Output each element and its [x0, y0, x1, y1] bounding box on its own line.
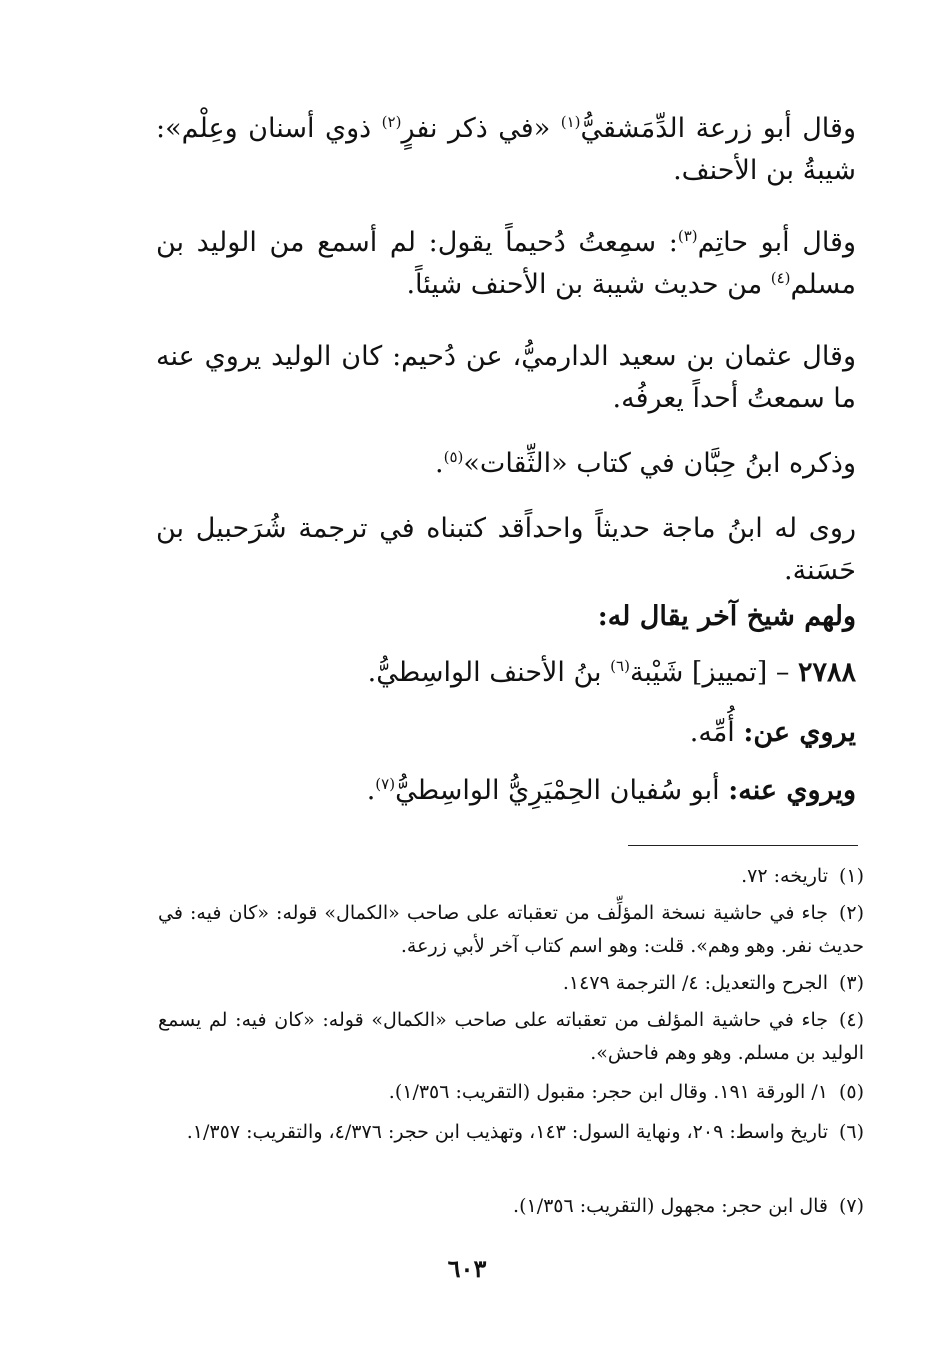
paragraph-ibn-majah: [156, 508, 856, 592]
paragraph-text: وذكره ابنُ حِبَّان في كتاب «الثِّقات»: [463, 448, 856, 479]
footnote-ref[interactable]: (٦): [610, 657, 630, 675]
narrated-by: [156, 770, 856, 812]
narrates-from-value: أُمِّه.: [689, 717, 744, 748]
footnote-ref[interactable]: (١): [560, 113, 581, 131]
paragraph-text: وقال أبو زرعة الدِّمَشقيُّ: [580, 113, 856, 144]
narrates-from-label: يروي عن:: [743, 717, 856, 748]
footnote-number: (٤): [838, 1009, 864, 1031]
paragraph-text: من حديث شيبة بن الأحنف شيئاً.: [406, 269, 771, 300]
heading-text: ولهم شيخ آخر يقال له:: [597, 601, 856, 632]
footnote-number: (٣): [838, 972, 864, 994]
paragraph-abu-hatim: [156, 222, 856, 306]
paragraph-uthman: [156, 336, 856, 420]
paragraph-text: ذوي أسنان وعِلْم»: شيبةُ بن الأحنف.: [156, 113, 856, 186]
footnote-text: قال ابن حجر: مجهول (التقريب: ١/٣٥٦).: [513, 1195, 828, 1217]
entry-name: بنُ الأحنف الواسِطيُّ.: [367, 657, 611, 688]
footnote-ref[interactable]: (٣): [677, 227, 698, 245]
paragraph-text: : سمِعتُ دُحيماً يقول: لم أسمع من الوليد بن مسلم: [156, 227, 856, 300]
footnote-separator: [628, 845, 858, 846]
paragraph-text: .: [435, 448, 444, 479]
footnote-text: تاريخ واسط: ٢٠٩، ونهاية السول: ١٤٣، وتهذيب ابن حجر: ٤/٣٧٦، والتقريب: ١/٣٥٧.: [186, 1121, 828, 1143]
entry-tag: [تمييز] شَيْبة: [629, 657, 768, 688]
paragraph-text: روى له ابنُ ماجة حديثاً واحداًقد كتبناه في ترجمة شُرَحبيل بن حَسَنة.: [156, 513, 856, 586]
section-heading: [156, 596, 856, 638]
footnote-text: الجرح والتعديل: ٤/ الترجمة ١٤٧٩.: [562, 972, 828, 994]
footnote-number: (١): [838, 865, 864, 887]
page-number: ٦٠٣: [447, 1254, 487, 1283]
footnote-5: [158, 1076, 864, 1109]
footnote-3: [158, 967, 864, 1000]
footnote-number: (٥): [838, 1081, 864, 1103]
footnote-ref[interactable]: (٢): [381, 113, 402, 131]
footnote-ref[interactable]: (٤): [770, 269, 791, 287]
footnote-2: [158, 897, 864, 963]
footnote-4: [158, 1004, 864, 1070]
footnote-ref[interactable]: (٧): [375, 775, 396, 793]
paragraph-text: «في ذكر نفرٍ: [401, 113, 561, 144]
paragraph-text: وقال عثمان بن سعيد الدارميُّ، عن دُحيم: كان الوليد يروي عنه ما سمعتُ أحداً يعرفُه.: [156, 341, 856, 414]
biography-entry: [156, 652, 856, 694]
footnote-number: (٧): [838, 1195, 864, 1217]
footnote-number: (٢): [838, 902, 864, 924]
footnote-text: جاء في حاشية نسخة المؤلِّف من تعقباته على صاحب «الكمال» قوله: «كان فيه: في حديث نفر. وهو وهم». قلت: وهو اسم كتاب آخر لأبي زرعة.: [158, 902, 864, 957]
footnote-ref[interactable]: (٥): [443, 448, 464, 466]
entry-number: ٢٧٨٨: [797, 657, 856, 688]
footnote-text: جاء في حاشية المؤلف من تعقباته على صاحب «الكمال» قوله: «كان فيه: لم يسمع الوليد بن مسلم. وهو وهم فاحش».: [158, 1009, 864, 1064]
narrates-from: [156, 712, 856, 754]
footnote-text: ١/ الورقة ١٩١. وقال ابن حجر: مقبول (التقريب: ١/٣٥٦).: [388, 1081, 828, 1103]
paragraph-abu-zurah: [156, 108, 856, 192]
entry-dash: –: [767, 657, 798, 688]
footnote-number: (٦): [838, 1121, 864, 1143]
paragraph-ibn-hibban: [156, 443, 856, 485]
footnote-text: تاريخه: ٧٢.: [741, 865, 828, 887]
paragraph-text: وقال أبو حاتِم: [697, 227, 856, 258]
narrated-by-end: .: [366, 775, 376, 806]
footnote-1: [158, 860, 864, 893]
footnote-6: [158, 1116, 864, 1149]
narrated-by-value: أبو سُفيان الحِمْيَرِيُّ الواسِطيُّ: [395, 775, 729, 806]
narrated-by-label: ويروي عنه:: [728, 775, 856, 806]
footnote-7: [158, 1190, 864, 1223]
